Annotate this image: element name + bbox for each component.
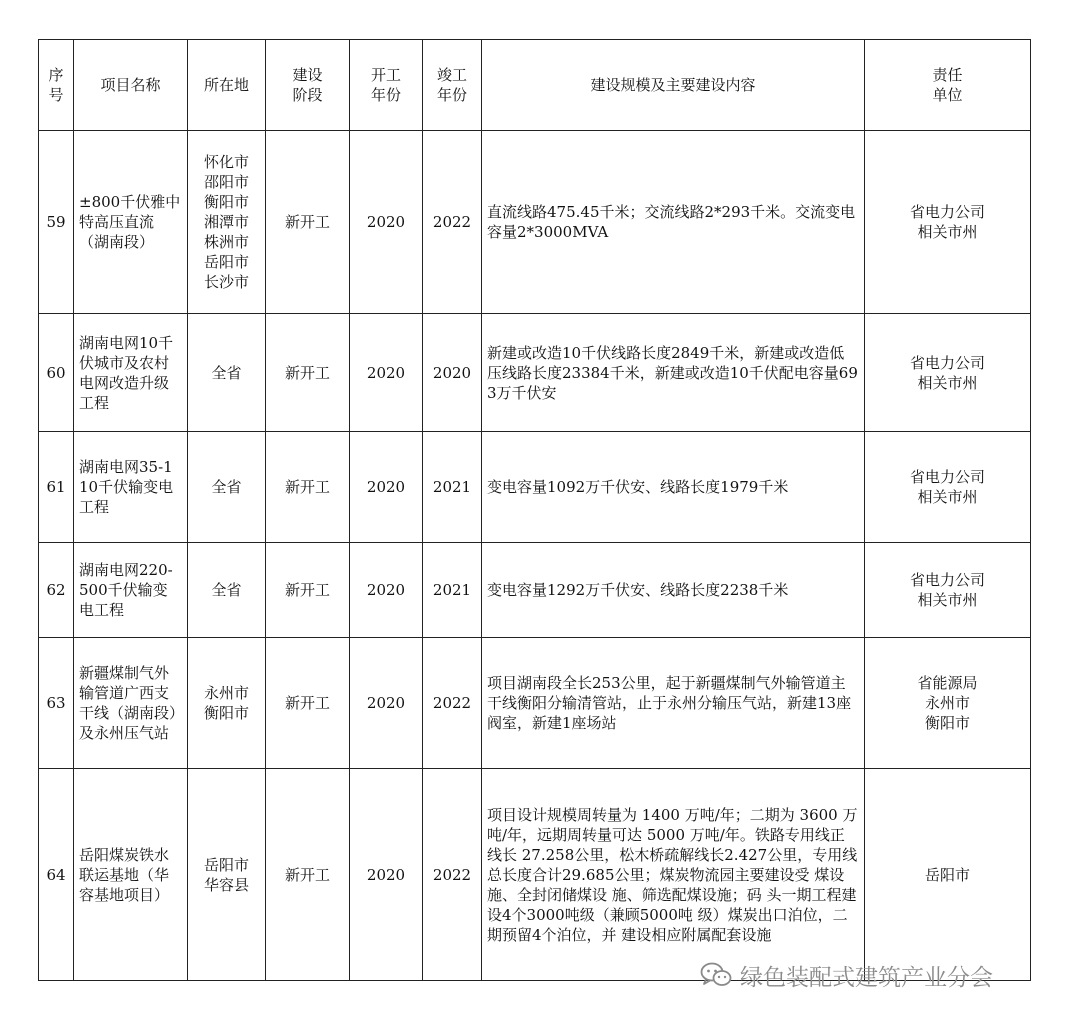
start-year-cell: 2020 bbox=[350, 638, 423, 769]
line: 单位 bbox=[932, 86, 963, 104]
seq-cell: 64 bbox=[39, 769, 74, 981]
content-cell: 项目湖南段全长253公里，起于新疆煤制气外输管道主干线衡阳分输清管站，止于永州分输压气站，新建13座阀室，新建1座场站 bbox=[482, 638, 865, 769]
responsible-unit-cell bbox=[865, 314, 1031, 432]
location-cell bbox=[188, 769, 266, 981]
line: 全省 bbox=[211, 363, 242, 382]
responsible-unit-cell bbox=[865, 543, 1031, 638]
responsible-unit-cell bbox=[865, 131, 1031, 314]
location-cell bbox=[188, 432, 266, 543]
responsible-unit-cell bbox=[865, 769, 1031, 981]
line: 相关市州 bbox=[917, 591, 978, 609]
header-stage bbox=[266, 40, 350, 131]
start-year-cell: 2020 bbox=[350, 432, 423, 543]
header-seq bbox=[39, 40, 74, 131]
line: 湘潭市 bbox=[203, 213, 249, 231]
content-cell: 变电容量1092万千伏安、线路长度1979千米 bbox=[482, 432, 865, 543]
end-year-cell: 2020 bbox=[423, 314, 482, 432]
stage-cell: 新开工 bbox=[266, 638, 350, 769]
responsible-unit-cell bbox=[865, 432, 1031, 543]
stage-cell: 新开工 bbox=[266, 314, 350, 432]
line: 项目名称 bbox=[100, 76, 161, 94]
line: 岳阳市 bbox=[924, 865, 970, 884]
table-row bbox=[39, 638, 1031, 769]
stage-cell: 新开工 bbox=[266, 432, 350, 543]
line: 竣工 bbox=[436, 66, 467, 84]
watermark bbox=[700, 957, 993, 993]
line: 省电力公司 bbox=[909, 571, 985, 589]
location-cell bbox=[188, 131, 266, 314]
table-row bbox=[39, 769, 1031, 981]
seq-cell: 61 bbox=[39, 432, 74, 543]
project-name-cell: 岳阳煤炭铁水联运基地（华容基地项目） bbox=[74, 769, 188, 981]
end-year-cell: 2022 bbox=[423, 638, 482, 769]
header-name bbox=[74, 40, 188, 131]
line: 开工 bbox=[370, 66, 401, 84]
location-cell bbox=[188, 638, 266, 769]
header-start-year bbox=[350, 40, 423, 131]
watermark-text: 绿色装配式建筑产业分会 bbox=[740, 964, 993, 991]
table-row bbox=[39, 314, 1031, 432]
content-cell: 直流线路475.45千米；交流线路2*293千米。交流变电容量2*3000MVA bbox=[482, 131, 865, 314]
line: 序 bbox=[48, 66, 64, 84]
line: 建设规模及主要建设内容 bbox=[590, 76, 756, 94]
line: 省电力公司 bbox=[909, 353, 985, 372]
line: 株洲市 bbox=[203, 233, 249, 251]
table-row bbox=[39, 432, 1031, 543]
table-row bbox=[39, 543, 1031, 638]
stage-cell: 新开工 bbox=[266, 769, 350, 981]
table-row bbox=[39, 131, 1031, 314]
line: 岳阳市 bbox=[203, 253, 249, 271]
header-location bbox=[188, 40, 266, 131]
header-content bbox=[482, 40, 865, 131]
start-year-cell: 2020 bbox=[350, 769, 423, 981]
line: 号 bbox=[48, 86, 64, 104]
project-name-cell: 新疆煤制气外输管道广西支干线（湖南段）及永州压气站 bbox=[74, 638, 188, 769]
seq-cell: 59 bbox=[39, 131, 74, 314]
line: 年份 bbox=[370, 86, 401, 104]
line: 建设 bbox=[292, 66, 323, 84]
line: 永州市 bbox=[924, 694, 970, 712]
line: 全省 bbox=[211, 581, 242, 599]
wechat-icon bbox=[700, 962, 732, 988]
project-name-cell: 湖南电网220-500千伏输变电工程 bbox=[74, 543, 188, 638]
location-cell bbox=[188, 543, 266, 638]
line: 衡阳市 bbox=[203, 193, 249, 211]
project-name-cell: ±800千伏雅中特高压直流（湖南段） bbox=[74, 131, 188, 314]
end-year-cell: 2022 bbox=[423, 769, 482, 981]
project-name-cell: 湖南电网35-110千伏输变电工程 bbox=[74, 432, 188, 543]
start-year-cell: 2020 bbox=[350, 543, 423, 638]
stage-cell: 新开工 bbox=[266, 131, 350, 314]
seq-cell: 62 bbox=[39, 543, 74, 638]
header-end-year bbox=[423, 40, 482, 131]
location-cell bbox=[188, 314, 266, 432]
project-name-cell: 湖南电网10千伏城市及农村电网改造升级工程 bbox=[74, 314, 188, 432]
content-cell: 变电容量1292万千伏安、线路长度2238千米 bbox=[482, 543, 865, 638]
line: 怀化市 bbox=[203, 153, 249, 171]
line: 省电力公司 bbox=[909, 203, 985, 221]
line: 省能源局 bbox=[917, 674, 978, 692]
responsible-unit-cell bbox=[865, 638, 1031, 769]
line: 邵阳市 bbox=[203, 173, 249, 191]
line: 全省 bbox=[211, 478, 242, 496]
end-year-cell: 2022 bbox=[423, 131, 482, 314]
project-table bbox=[38, 39, 1031, 981]
end-year-cell: 2021 bbox=[423, 432, 482, 543]
line: 相关市州 bbox=[917, 223, 978, 241]
line: 省电力公司 bbox=[909, 468, 985, 486]
line: 衡阳市 bbox=[924, 714, 970, 732]
line: 相关市州 bbox=[917, 488, 978, 506]
line: 责任 bbox=[932, 66, 963, 84]
line: 华容县 bbox=[203, 875, 249, 894]
header-unit bbox=[865, 40, 1031, 131]
content-cell: 新建或改造10千伏线路长度2849千米，新建或改造低压线路长度23384千米，新建或改造10千伏配电容量693万千伏安 bbox=[482, 314, 865, 432]
seq-cell: 60 bbox=[39, 314, 74, 432]
line: 衡阳市 bbox=[203, 704, 249, 722]
line: 岳阳市 bbox=[203, 855, 249, 874]
line: 长沙市 bbox=[203, 273, 249, 291]
line: 阶段 bbox=[292, 86, 323, 104]
seq-cell: 63 bbox=[39, 638, 74, 769]
line: 相关市州 bbox=[917, 373, 978, 392]
line: 年份 bbox=[436, 86, 467, 104]
start-year-cell: 2020 bbox=[350, 314, 423, 432]
table-header-row bbox=[39, 40, 1031, 131]
stage-cell: 新开工 bbox=[266, 543, 350, 638]
end-year-cell: 2021 bbox=[423, 543, 482, 638]
start-year-cell: 2020 bbox=[350, 131, 423, 314]
line: 所在地 bbox=[203, 76, 249, 94]
line: 永州市 bbox=[203, 684, 249, 702]
content-cell: 项目设计规模周转量为 1400 万吨/年；二期为 3600 万吨/年，远期周转量可达 5000 万吨/年。铁路专用线正线长 27.258公里，松木桥疏解线长2.427公里，专用线总长度合计29.685公里；煤炭物流园主要建设受 煤设施、全封闭储煤设 施、筛选配煤设施；码 头一期工程建设4个3000吨级（兼顾5000吨 级）煤炭出口泊位，二期预留4个泊位，并 建设相应附属配套设施 bbox=[482, 769, 865, 981]
